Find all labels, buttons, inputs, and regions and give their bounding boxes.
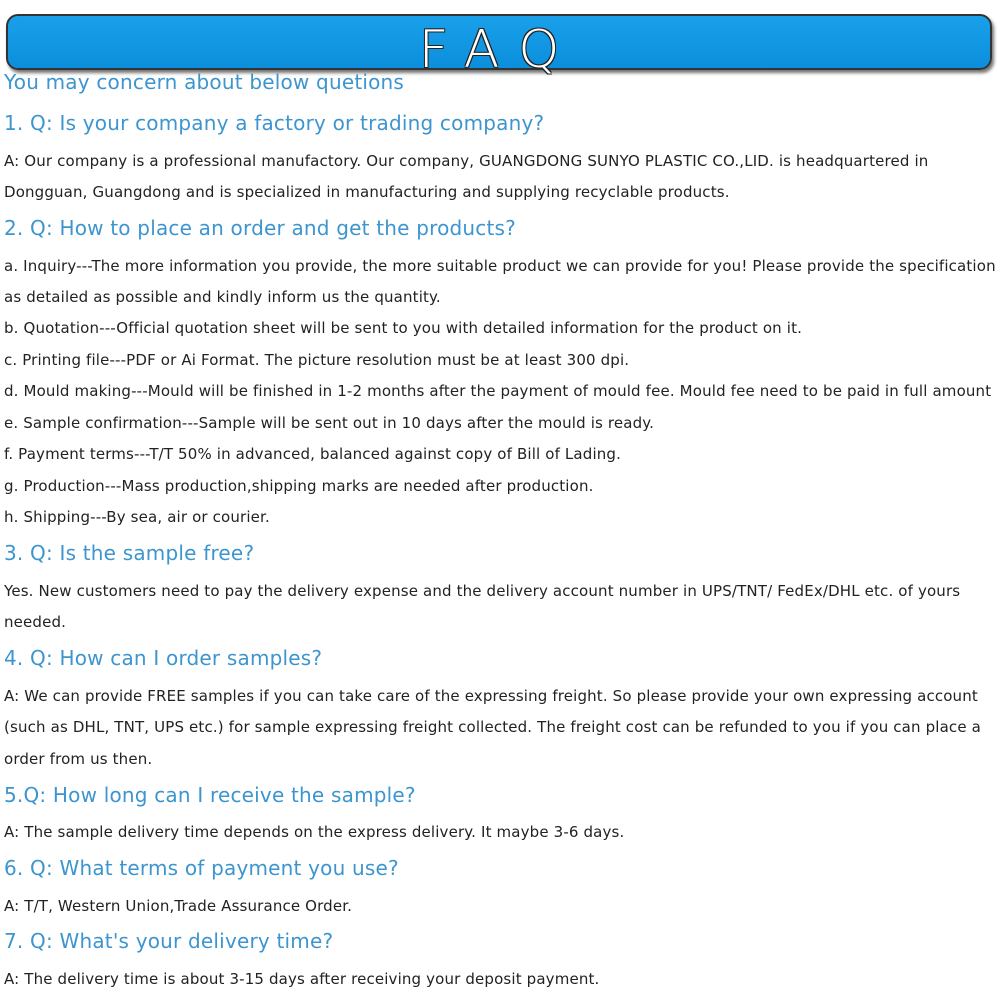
faq-answer-1-line-2: Dongguan, Guangdong and is specialized in manufacturing and supplying recyclable products. [4,183,730,201]
faq-answer-5-line-1: A: The sample delivery time depends on the express delivery. It maybe 3-6 days. [4,823,625,841]
page-title: FAQ [418,20,580,80]
faq-banner [6,14,992,80]
faq-answer-2-line-9: h. Shipping---By sea, air or courier. [4,508,270,526]
faq-answer-1-line-1: A: Our company is a professional manufactory. Our company, GUANGDONG SUNYO PLASTIC CO.,LID. is headquartered in [4,152,929,170]
faq-question-4: 4. Q: How can I order samples? [4,646,323,670]
faq-answer-4-line-1: A: We can provide FREE samples if you can take care of the expressing freight. So please provide your own expressing account [4,687,978,705]
faq-answer-2-line-7: f. Payment terms---T/T 50% in advanced, balanced against copy of Bill of Lading. [4,445,622,463]
faq-answer-3-line-2: needed. [4,613,67,631]
faq-answer-7-line-1: A: The delivery time is about 3-15 days after receiving your deposit payment. [4,970,600,988]
faq-answer-2-line-5: d. Mould making---Mould will be finished in 1-2 months after the payment of mould fee. Mould fee need to be paid in full amount [4,382,992,400]
faq-answer-2-line-6: e. Sample confirmation---Sample will be sent out in 10 days after the mould is ready. [4,414,655,432]
faq-question-3: 3. Q: Is the sample free? [4,541,255,565]
faq-answer-2-line-1: a. Inquiry---The more information you provide, the more suitable product we can provide for you! Please provide the specification [4,257,996,275]
faq-question-2: 2. Q: How to place an order and get the products? [4,216,516,240]
faq-answer-2-line-8: g. Production---Mass production,shipping marks are needed after production. [4,477,594,495]
faq-answer-2-line-4: c. Printing file---PDF or Ai Format. The picture resolution must be at least 300 dpi. [4,351,630,369]
intro-text: You may concern about below quetions [4,70,405,94]
faq-answer-4-line-3: order from us then. [4,750,153,768]
faq-answer-2-line-2: as detailed as possible and kindly inform us the quantity. [4,288,441,306]
faq-question-7: 7. Q: What's your delivery time? [4,929,334,953]
faq-question-1: 1. Q: Is your company a factory or trading company? [4,111,545,135]
faq-question-5: 5.Q: How long can I receive the sample? [4,783,416,807]
faq-question-6: 6. Q: What terms of payment you use? [4,856,399,880]
faq-answer-4-line-2: (such as DHL, TNT, UPS etc.) for sample expressing freight collected. The freight cost can be refunded to you if you can place a [4,718,981,736]
faq-answer-3-line-1: Yes. New customers need to pay the delivery expense and the delivery account number in UPS/TNT/ FedEx/DHL etc. of yours [4,582,961,600]
faq-answer-6-line-1: A: T/T, Western Union,Trade Assurance Order. [4,897,353,915]
faq-answer-2-line-3: b. Quotation---Official quotation sheet will be sent to you with detailed information for the product on it. [4,319,803,337]
